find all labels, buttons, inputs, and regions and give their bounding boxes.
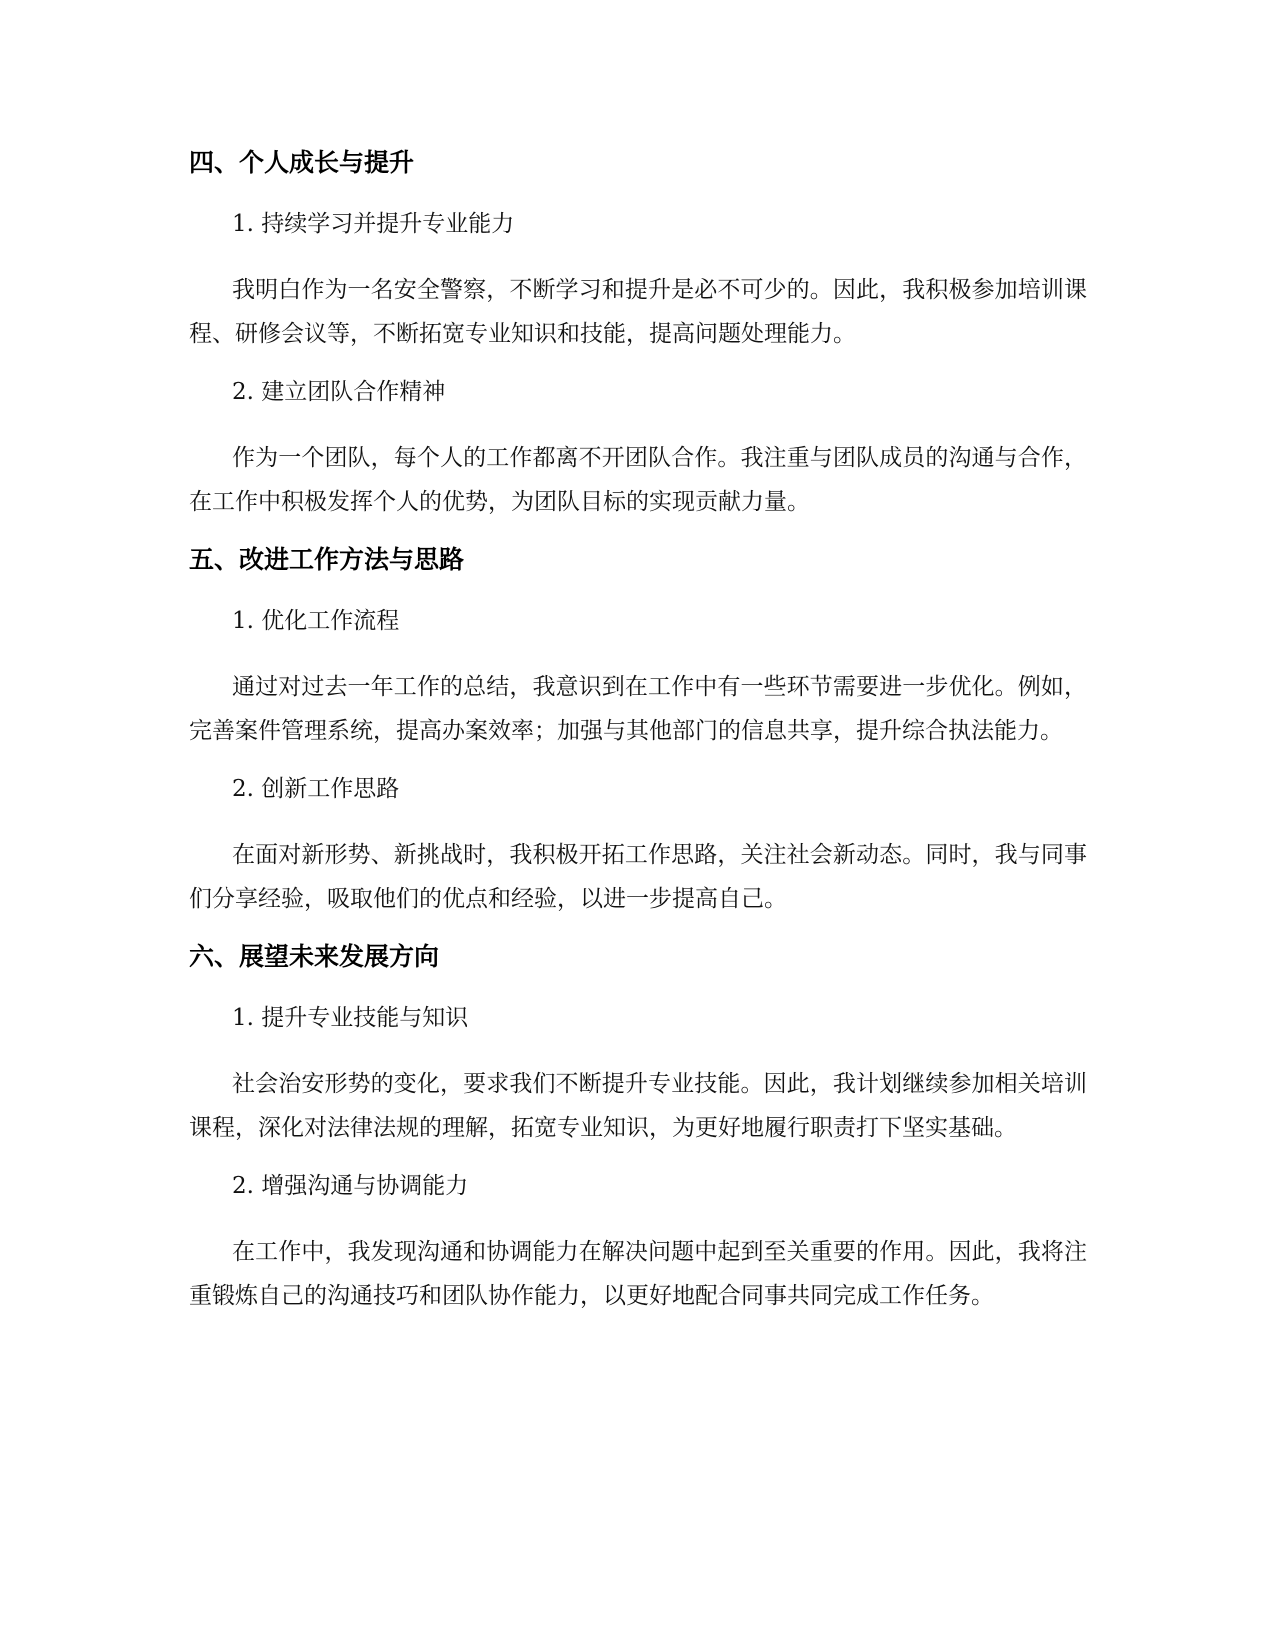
paragraph: 通过对过去一年工作的总结，我意识到在工作中有一些环节需要进一步优化。例如，完善案件管理系统，提高办案效率；加强与其他部门的信息共享，提升综合执法能力。 bbox=[189, 674, 1087, 744]
paragraph: 社会治安形势的变化，要求我们不断提升专业技能。因此，我计划继续参加相关培训课程，深化对法律法规的理解，拓宽专业知识，为更好地履行职责打下坚实基础。 bbox=[189, 1071, 1087, 1141]
paragraph: 在工作中，我发现沟通和协调能力在解决问题中起到至关重要的作用。因此，我将注重锻炼自己的沟通技巧和团队协作能力，以更好地配合同事共同完成工作任务。 bbox=[189, 1239, 1087, 1309]
section-heading: 五、改进工作方法与思路 bbox=[189, 545, 465, 574]
subheading: 2. 增强沟通与协调能力 bbox=[232, 1173, 469, 1199]
paragraph: 我明白作为一名安全警察，不断学习和提升是必不可少的。因此，我积极参加培训课程、研修会议等，不断拓宽专业知识和技能，提高问题处理能力。 bbox=[189, 277, 1087, 347]
subheading: 1. 提升专业技能与知识 bbox=[232, 1005, 469, 1031]
subheading: 2. 建立团队合作精神 bbox=[232, 379, 446, 405]
section-heading: 四、个人成长与提升 bbox=[189, 148, 415, 177]
subheading: 1. 优化工作流程 bbox=[232, 608, 400, 634]
subheading: 1. 持续学习并提升专业能力 bbox=[232, 211, 515, 237]
paragraph: 在面对新形势、新挑战时，我积极开拓工作思路，关注社会新动态。同时，我与同事们分享经验，吸取他们的优点和经验，以进一步提高自己。 bbox=[189, 842, 1087, 912]
section-heading: 六、展望未来发展方向 bbox=[189, 942, 440, 971]
subheading: 2. 创新工作思路 bbox=[232, 776, 400, 802]
document-body bbox=[189, 146, 1087, 1318]
paragraph: 作为一个团队，每个人的工作都离不开团队合作。我注重与团队成员的沟通与合作，在工作中积极发挥个人的优势，为团队目标的实现贡献力量。 bbox=[189, 445, 1087, 515]
